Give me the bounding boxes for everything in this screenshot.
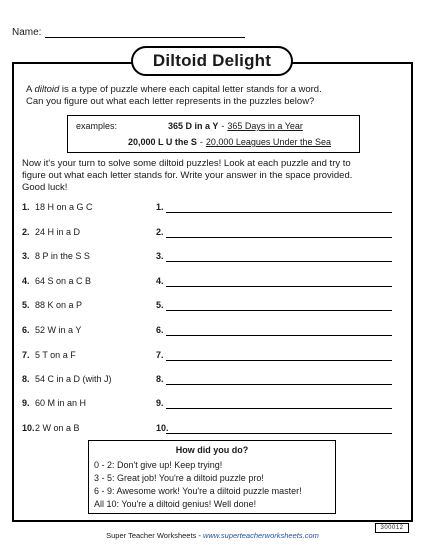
puzzle-item bbox=[22, 276, 392, 290]
puzzle-text: 64 S on a C B bbox=[35, 276, 92, 286]
puzzle-item bbox=[22, 300, 392, 314]
intro-paragraph bbox=[26, 84, 396, 108]
answer-line[interactable] bbox=[166, 408, 392, 409]
answer-line[interactable] bbox=[166, 310, 392, 311]
score-guide-line: 3 - 5: Great job! You're a diltoid puzzle pro! bbox=[94, 473, 264, 483]
puzzle-number: 2. bbox=[22, 227, 30, 237]
footer bbox=[0, 531, 425, 540]
puzzle-number: 1. bbox=[22, 202, 30, 212]
answer-line[interactable] bbox=[166, 237, 392, 238]
worksheet-code: 300012 bbox=[375, 523, 409, 533]
answer-number: 8. bbox=[156, 374, 164, 384]
puzzle-item bbox=[22, 398, 392, 412]
example-puzzle: 20,000 L U the S bbox=[128, 137, 197, 147]
puzzle-text: 5 T on a F bbox=[35, 350, 76, 360]
examples-box bbox=[67, 115, 360, 153]
puzzle-text: 2 W on a B bbox=[35, 423, 80, 433]
score-guide-title: How did you do? bbox=[175, 445, 249, 455]
answer-number: 7. bbox=[156, 350, 164, 360]
examples-label: examples: bbox=[76, 121, 118, 131]
name-field-row bbox=[12, 27, 245, 38]
example-answer: 20,000 Leagues Under the Sea bbox=[205, 137, 331, 147]
answer-line[interactable] bbox=[166, 335, 392, 336]
example-separator: - bbox=[199, 137, 203, 147]
worksheet-title bbox=[131, 46, 293, 76]
name-input-line[interactable] bbox=[45, 29, 245, 38]
puzzle-number: 7. bbox=[22, 350, 30, 360]
answer-line[interactable] bbox=[166, 433, 392, 434]
footer-text: Super Teacher Worksheets - bbox=[106, 531, 203, 540]
name-label: Name: bbox=[12, 27, 42, 38]
puzzle-text: 88 K on a P bbox=[35, 300, 83, 310]
puzzle-item bbox=[22, 227, 392, 241]
score-guide-box bbox=[88, 440, 336, 514]
score-guide-line: All 10: You're a diltoid genius! Well done! bbox=[94, 499, 257, 509]
instructions-line: Good luck! bbox=[22, 182, 68, 193]
puzzle-number: 9. bbox=[22, 398, 30, 408]
answer-number: 1. bbox=[156, 202, 164, 212]
instructions-paragraph bbox=[22, 158, 402, 194]
example-answer: 365 Days in a Year bbox=[227, 121, 303, 131]
puzzle-number: 8. bbox=[22, 374, 30, 384]
intro-line-1 bbox=[26, 84, 396, 96]
example-puzzle: 365 D in a Y bbox=[168, 121, 219, 131]
intro-prefix: A bbox=[26, 84, 35, 95]
puzzle-number: 10. bbox=[22, 423, 35, 433]
puzzle-text: 54 C in a D (with J) bbox=[35, 374, 112, 384]
instructions-line: figure out what each letter stands for. Write your answer in the space provided. bbox=[22, 170, 353, 181]
answer-number: 5. bbox=[156, 300, 164, 310]
example-separator: - bbox=[221, 121, 225, 131]
puzzle-number: 4. bbox=[22, 276, 30, 286]
answer-line[interactable] bbox=[166, 360, 392, 361]
puzzle-number: 3. bbox=[22, 251, 30, 261]
score-guide-line: 6 - 9: Awesome work! You're a diltoid puzzle master! bbox=[94, 486, 302, 496]
example-row bbox=[128, 137, 331, 147]
puzzle-item bbox=[22, 374, 392, 388]
answer-number: 10. bbox=[156, 423, 169, 433]
puzzle-text: 52 W in a Y bbox=[35, 325, 82, 335]
answer-number: 2. bbox=[156, 227, 164, 237]
puzzle-item bbox=[22, 325, 392, 339]
score-guide-line: 0 - 2: Don't give up! Keep trying! bbox=[94, 460, 223, 470]
puzzle-item bbox=[22, 202, 392, 216]
answer-number: 4. bbox=[156, 276, 164, 286]
answer-number: 3. bbox=[156, 251, 164, 261]
answer-line[interactable] bbox=[166, 286, 392, 287]
intro-line-2: Can you figure out what each letter represents in the puzzles below? bbox=[26, 96, 315, 107]
answer-line[interactable] bbox=[166, 212, 392, 213]
puzzle-number: 6. bbox=[22, 325, 30, 335]
intro-term: diltoid bbox=[34, 84, 60, 95]
instructions-line: Now it's your turn to solve some diltoid puzzles! Look at each puzzle and try to bbox=[22, 158, 351, 169]
puzzle-item bbox=[22, 423, 392, 437]
puzzle-item bbox=[22, 350, 392, 364]
answer-number: 6. bbox=[156, 325, 164, 335]
title-text: Diltoid Delight bbox=[152, 51, 272, 70]
puzzle-text: 18 H on a G C bbox=[35, 202, 93, 212]
puzzle-text: 60 M in an H bbox=[35, 398, 87, 408]
footer-link[interactable]: www.superteacherworksheets.com bbox=[202, 531, 319, 540]
puzzle-text: 8 P in the S S bbox=[35, 251, 90, 261]
puzzle-text: 24 H in a D bbox=[35, 227, 81, 237]
puzzle-number: 5. bbox=[22, 300, 30, 310]
answer-line[interactable] bbox=[166, 261, 392, 262]
answer-line[interactable] bbox=[166, 384, 392, 385]
example-row bbox=[168, 121, 303, 131]
intro-line1-rest: is a type of puzzle where each capital letter stands for a word. bbox=[59, 84, 322, 95]
answer-number: 9. bbox=[156, 398, 164, 408]
puzzle-item bbox=[22, 251, 392, 265]
